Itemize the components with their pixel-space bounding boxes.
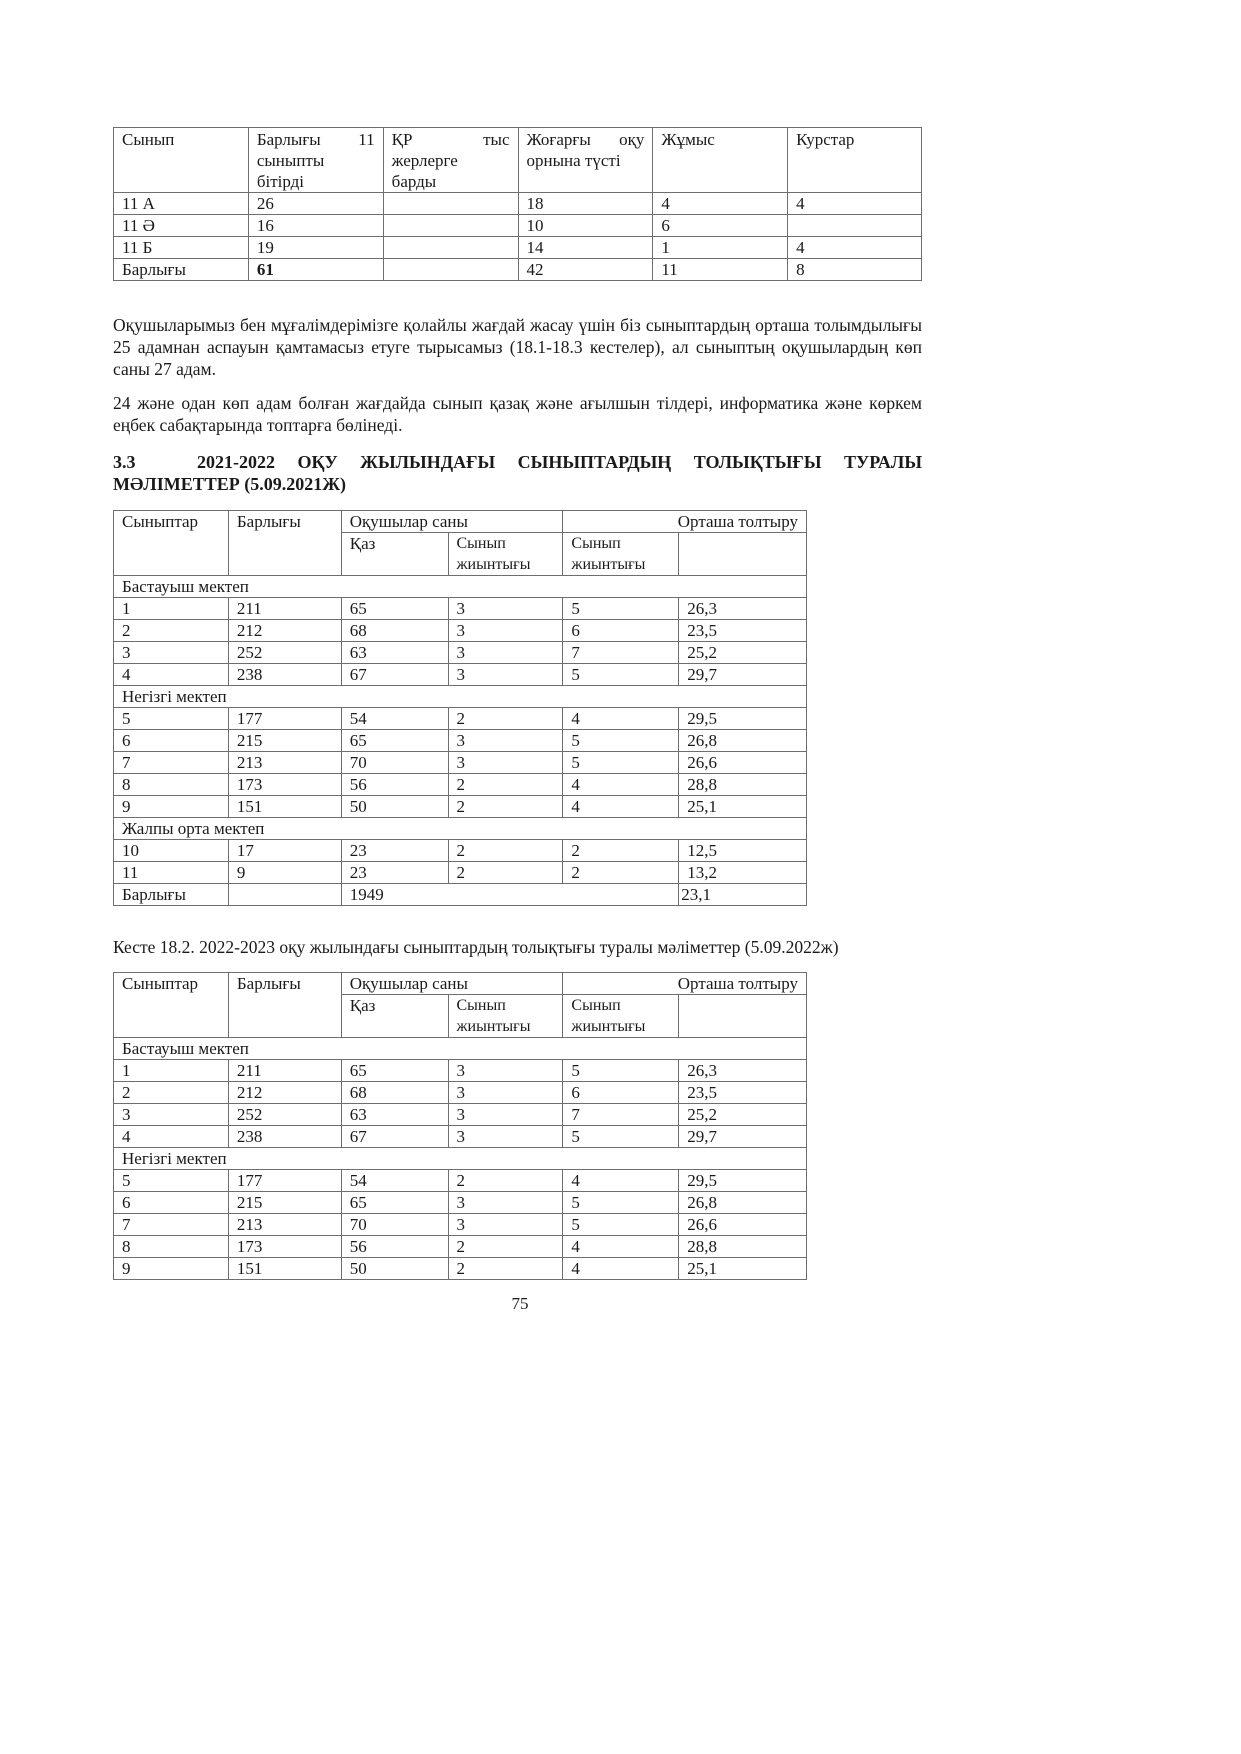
table-total-row: Барлығы 1949 23,1 xyxy=(114,884,807,906)
table-row: 11 Ә 16 10 6 xyxy=(114,215,922,237)
table-row: 8 173 56 2 4 28,8 xyxy=(114,774,807,796)
table-row: 6 215 65 3 5 26,8 xyxy=(114,730,807,752)
class-fill-table-2022 xyxy=(113,972,807,1280)
table-row: 8 173 56 2 4 28,8 xyxy=(114,1236,807,1258)
header-courses: Курстар xyxy=(788,128,922,193)
table-row: 9 151 50 2 4 25,1 xyxy=(114,796,807,818)
header-higher-education: Жоғарғы оқу орнына түсті xyxy=(518,128,653,193)
class-fill-table-2021 xyxy=(113,510,807,906)
table-row: 3 252 63 3 7 25,2 xyxy=(114,1104,807,1126)
table-row: 1 211 65 3 5 26,3 xyxy=(114,598,807,620)
graduates-table xyxy=(113,127,922,281)
table-row: 5 177 54 2 4 29,5 xyxy=(114,708,807,730)
table-row: 10 17 23 2 2 12,5 xyxy=(114,840,807,862)
table-row: 11 А 26 18 4 4 xyxy=(114,193,922,215)
table-total-row: Барлығы 61 42 11 8 xyxy=(114,259,922,281)
table-row: 3 252 63 3 7 25,2 xyxy=(114,642,807,664)
page-number: 75 xyxy=(511,1294,529,1313)
table-subheader-row: Қаз Сынып жиынтығы Сынып жиынтығы xyxy=(114,995,807,1038)
group-row: Бастауыш мектеп xyxy=(114,1038,807,1060)
group-row: Жалпы орта мектеп xyxy=(114,818,807,840)
paragraph-group-split: 24 және одан көп адам болған жағдайда сынып қазақ және ағылшын тілдері, информатика және көркем еңбек сабақтарында топтарға бөлінеді. xyxy=(113,393,922,435)
table-row: 2 212 68 3 6 23,5 xyxy=(114,1082,807,1104)
table-row: 11 Б 19 14 1 4 xyxy=(114,237,922,259)
paragraph-class-size: Оқушыларымыз бен мұғалімдерімізге қолайлы жағдай жасау үшін біз сыныптардың орташа толымдылығы 25 адамнан аспауын қамтамасыз етуге тырысамыз (18.1-18.3 кестелер), ал сыныптың оқушылардың көп саны 27 адам. xyxy=(113,315,922,379)
group-row: Негізгі мектеп xyxy=(114,1148,807,1170)
table-row: 7 213 70 3 5 26,6 xyxy=(114,1214,807,1236)
table-row: 1 211 65 3 5 26,3 xyxy=(114,1060,807,1082)
table-subheader-row: Қаз Сынып жиынтығы Сынып жиынтығы xyxy=(114,533,807,576)
table-caption: Кесте 18.2. 2022-2023 оқу жылындағы сыныптардың толықтығы туралы мәліметтер (5.09.2022ж) xyxy=(113,937,839,957)
table-row: 5 177 54 2 4 29,5 xyxy=(114,1170,807,1192)
section-number: 3.3 xyxy=(113,452,136,472)
header-class: Сынып xyxy=(114,128,249,193)
table-row: 9 151 50 2 4 25,1 xyxy=(114,1258,807,1280)
table-row: 2 212 68 3 6 23,5 xyxy=(114,620,807,642)
table-header-row xyxy=(114,128,922,193)
table-row: 11 9 23 2 2 13,2 xyxy=(114,862,807,884)
table-row: 4 238 67 3 5 29,7 xyxy=(114,664,807,686)
group-row: Бастауыш мектеп xyxy=(114,576,807,598)
table-header-row: Сыныптар Барлығы Оқушылар саны Орташа толтыру xyxy=(114,511,807,533)
table-row: 4 238 67 3 5 29,7 xyxy=(114,1126,807,1148)
header-abroad: ҚР тыс жерлерге барды xyxy=(383,128,518,193)
table-row: 7 213 70 3 5 26,6 xyxy=(114,752,807,774)
table-row: 6 215 65 3 5 26,8 xyxy=(114,1192,807,1214)
section-title: 2021-2022 ОҚУ ЖЫЛЫНДАҒЫ СЫНЫПТАРДЫҢ ТОЛЫҚТЫҒЫ ТУРАЛЫ МӘЛІМЕТТЕР (5.09.2021Ж) xyxy=(113,452,922,494)
header-total-graduated: Барлығы 11 сыныпты бітірді xyxy=(248,128,383,193)
section-heading xyxy=(113,451,922,495)
table-header-row: Сыныптар Барлығы Оқушылар саны Орташа толтыру xyxy=(114,973,807,995)
group-row: Негізгі мектеп xyxy=(114,686,807,708)
header-work: Жұмыс xyxy=(653,128,788,193)
